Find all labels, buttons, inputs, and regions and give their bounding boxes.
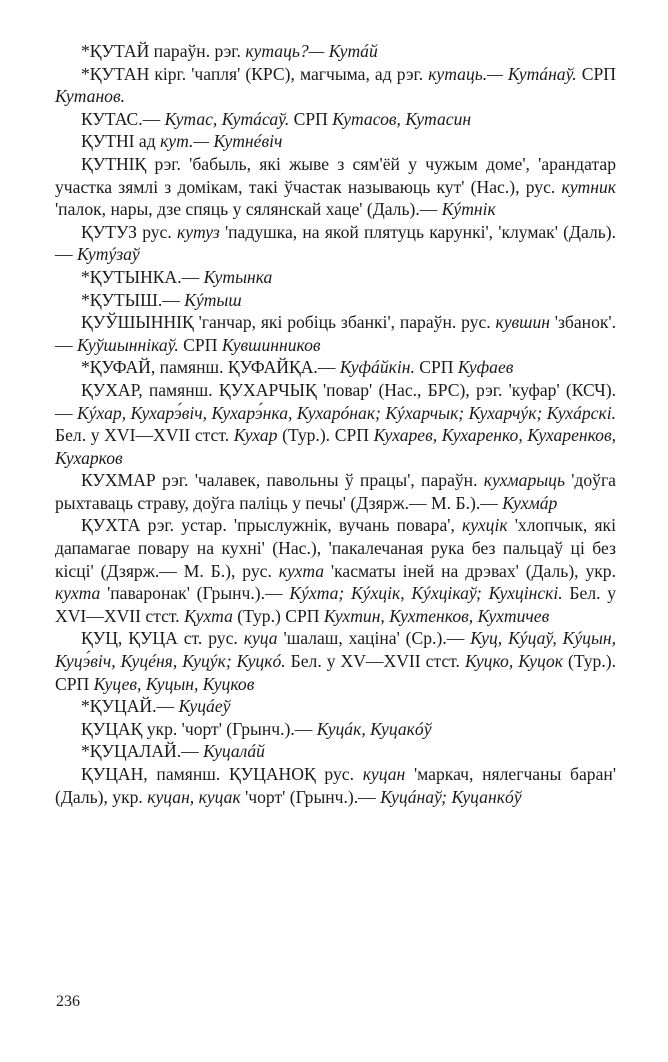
entry-text: 'палок, нары, дзе спяць у сялянскай хаце' (Даль).— [55, 176, 621, 220]
dictionary-entry [55, 108, 616, 131]
entry-text: 'падушка, на якой плятуць карункі', 'клумак' (Даль).— [55, 221, 616, 265]
entry-text: ҚУЦ, ҚУЦА ст. рус. [81, 628, 244, 649]
entry-text: *ҚУФАЙ, памянш. ҚУФАЙҚА.— [81, 357, 340, 378]
entry-italic-text: Куфаев [457, 357, 514, 378]
entry-text: *ҚУТЫНКА.— [81, 266, 204, 287]
entry-italic-text: Куцев, Куцын, Куцков [93, 673, 255, 694]
entry-text: Бел. у XV—XVII стст. [285, 651, 465, 672]
entry-text: Бел. у XVI—XVII стст. [55, 583, 621, 626]
entry-italic-text: Куцко, Куцок [464, 651, 563, 672]
entry-text: (Тур.). СРП [277, 425, 374, 446]
entry-italic-text: Кутýзаў [77, 244, 140, 265]
dictionary-entry [55, 356, 616, 379]
entry-text: *ҚУТАН кірг. 'чапля' (КРС), магчыма, ад рэг. [81, 63, 429, 84]
entry-text: *ҚУЦАЙ.— [81, 696, 179, 717]
entry-text: 'шалаш, хаціна' (Ср.).— [277, 628, 471, 649]
entry-text: ҚУХАР, памянш. ҚУХАРЧЫҚ 'повар' (Нас., БРС), рэг. 'куфар' (КСЧ).— [55, 379, 616, 423]
entry-text: СРП [576, 63, 621, 84]
entry-text: 'хлопчык, які дапамагае повару на кухні' (Нас.), 'пакалечаная рука без пальцаў ці без кісці' (Дзярж.— М. Б.), рус. [55, 515, 621, 581]
entry-text: СРП [414, 357, 458, 378]
entry-italic-text: Куц, Кýцаў, Кýцын, Куцэ́віч, Куцéня, Куцýк; Куцкó. [55, 628, 621, 672]
entry-italic-text: Куцалáй [203, 741, 265, 762]
entry-text: *ҚУТЫШ.— [81, 289, 185, 310]
entry-italic-text: кухта [278, 560, 325, 581]
entry-text: КУТАС.— [81, 108, 165, 129]
entry-italic-text: Куцáк, Куцакóў [316, 718, 432, 739]
entry-italic-text: кухцік [462, 515, 508, 536]
entry-text: ҚУЦАН, памянш. ҚУЦАНОҚ рус. [81, 764, 363, 784]
entry-italic-text: кувшин [495, 312, 550, 333]
dictionary-entry [55, 379, 621, 469]
entry-text: ҚУЎШЫННІҚ 'ганчар, які робіць збанкі', параўн. рус. [81, 312, 496, 333]
entry-italic-text: Кýтыш [184, 289, 242, 310]
entry-italic-text: кухта [55, 583, 101, 604]
entry-italic-text: Кутас, Кутáсаў. [164, 108, 290, 129]
dictionary-entry [55, 740, 616, 763]
entry-italic-text: Куўшыннікаў. [77, 334, 179, 355]
entry-text: Бел. у XVI—XVII стст. [55, 402, 621, 446]
entry-text: СРП [178, 334, 222, 355]
entry-text: (Тур.) СРП [232, 605, 324, 626]
entry-italic-text: Кухтин, Кухтенков, Кухтичев [323, 605, 550, 626]
entry-text: 'паваронак' (Грынч.).— [100, 583, 290, 604]
dictionary-entry [55, 718, 616, 741]
entry-italic-text: Кухмáр [502, 492, 558, 513]
entry-text: СРП [289, 108, 333, 129]
dictionary-entry [55, 514, 621, 627]
entry-text: *ҚУЦАЛАЙ.— [81, 741, 204, 762]
dictionary-entry [55, 130, 616, 153]
entry-italic-text: куца [243, 628, 278, 649]
entry-text: (Тур.). СРП [55, 651, 621, 694]
entry-text: КУХМАР рэг. 'чалавек, павольны ў працы', параўн. [81, 470, 484, 491]
entry-text: ҚУТУЗ рус. [81, 221, 177, 242]
entry-italic-text: Куфáйкін. [339, 357, 415, 378]
dictionary-entry [55, 153, 621, 221]
entry-italic-text: кутаць.— Кутáнаў. [428, 63, 577, 84]
entry-italic-text: кутаць?— Кутáй [245, 41, 378, 61]
entry-italic-text: куцан [362, 764, 406, 784]
entry-italic-text: Кутасов, Кутасин [332, 108, 472, 129]
entry-italic-text: Кýхар, Кухарэ́віч, Кухарэ́нка, Кухарóнак; Кýхарчык; Кухарчýк; Кухáрскі. [77, 402, 616, 423]
dictionary-entry [55, 469, 621, 514]
dictionary-entry [55, 289, 616, 312]
dictionary-entry [55, 763, 621, 808]
entry-italic-text: кутник [561, 176, 616, 197]
entry-text: ҚУТНІ ад [81, 131, 161, 152]
entry-italic-text: Кухарев, Кухаренко, Кухаренков, Кухарков [55, 425, 621, 468]
entry-text: ҚУХТА рэг. устар. 'прыслужнік, вучань повара', [81, 515, 463, 536]
dictionary-entry [55, 40, 616, 63]
entry-italic-text: Куцáнаў; Куцанкóў [380, 786, 522, 807]
entry-text: 'збанок'.— [55, 312, 616, 355]
entry-text: *ҚУТАЙ параўн. рэг. [81, 41, 246, 61]
dictionary-entry [55, 266, 616, 289]
entry-text: 'доўга рыхтаваць страву, доўга паліць у печы' (Дзярж.— М. Б.).— [55, 470, 621, 513]
entry-italic-text: Куцáеў [178, 696, 231, 717]
dictionary-entry [55, 311, 616, 356]
entry-italic-text: кутуз [177, 221, 220, 242]
dictionary-entry [55, 221, 616, 266]
entry-text: 'касматы іней на дрэвах' (Даль), укр. [324, 560, 621, 581]
entry-italic-text: куцан, куцак [147, 786, 241, 807]
entry-text: ҚУТНІҚ рэг. 'бабыль, які жыве з сям'ёй у чужым доме', 'арандатар участка зямлі з домікам, такі ўчастак называюць кут' (Нас.), рус. [55, 153, 621, 197]
entry-list [55, 40, 621, 808]
entry-italic-text: Қухта [184, 605, 233, 626]
dictionary-entry [55, 63, 621, 108]
dictionary-entry [55, 695, 616, 718]
entry-text: 'чорт' (Грынч.).— [240, 786, 381, 807]
entry-italic-text: Кувшинников [221, 334, 321, 355]
entry-italic-text: Кýтнік [441, 199, 496, 220]
dictionary-entry [55, 627, 621, 695]
entry-italic-text: Кухар [233, 425, 278, 446]
entry-italic-text: кухмарыць [483, 470, 565, 491]
entry-text: ҚУЦАҚ укр. 'чорт' (Грынч.).— [81, 718, 317, 739]
page-number: 236 [56, 993, 80, 1010]
entry-text: 'маркач, нялегчаны баран' (Даль), укр. [55, 764, 621, 807]
entry-italic-text: Кутанов. [55, 86, 126, 107]
entry-italic-text: кут.— Кутнéвіч [160, 131, 283, 152]
entry-italic-text: Кýхта; Кýхцік, Кýхцікаў; Кухцінскі. [289, 583, 563, 604]
entry-italic-text: Кутынка [203, 266, 273, 287]
